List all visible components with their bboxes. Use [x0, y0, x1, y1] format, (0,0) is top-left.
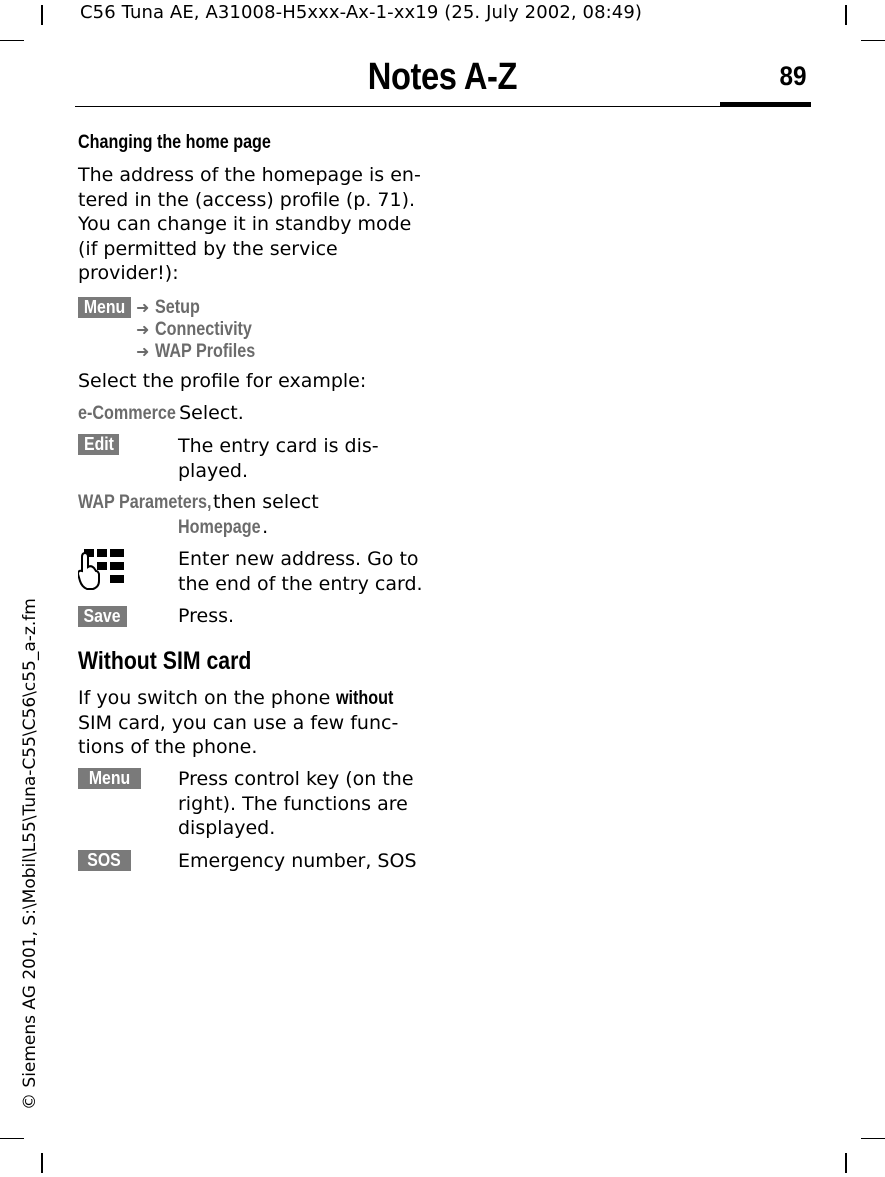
sos-description: Emergency number, SOS — [178, 850, 417, 872]
menu-path-wap-profiles: WAP Profiles — [155, 341, 256, 362]
crop-mark — [0, 1138, 24, 1139]
homepage-item: Homepage — [178, 517, 261, 538]
paragraph-line: If you switch on the phone without — [78, 686, 404, 712]
menu-path-setup: Setup — [155, 297, 201, 318]
menu-description: displayed. — [178, 817, 276, 839]
menu-description: right). The functions are — [178, 792, 408, 815]
crop-mark — [41, 5, 43, 25]
page-number-rule — [720, 102, 811, 107]
paragraph-line: (if permitted by the service — [78, 237, 338, 260]
edit-description: played. — [178, 459, 249, 482]
arrow-right-icon: ➜ — [136, 342, 150, 361]
menu-softkey: Menu — [78, 768, 141, 789]
save-softkey: Save — [78, 606, 127, 627]
crop-mark — [41, 1153, 43, 1173]
document-header-line: C56 Tuna AE, A31008-H5xxx-Ax-1-xx19 (25. July 2002, 08:49) — [80, 2, 643, 23]
crop-mark — [861, 1138, 885, 1139]
side-copyright-note: © Siemens AG 2001, S:\Mobil\L55\Tuna-C55\C56\c55_a-z.fm — [20, 598, 40, 1110]
header-rule — [75, 106, 723, 107]
profile-name: e-Commerce — [78, 403, 176, 424]
section-heading-without-sim: Without SIM card — [78, 647, 252, 675]
wap-parameters-label: WAP Parameters, — [78, 492, 212, 513]
sos-softkey: SOS — [78, 850, 131, 871]
instruction-text: Select the profile for example: — [78, 370, 367, 392]
menu-path-connectivity: Connectivity — [155, 319, 253, 340]
menu-path-step — [136, 339, 273, 365]
keypad-icon — [78, 547, 126, 591]
homepage-line: Homepage. — [178, 515, 268, 541]
crop-mark — [0, 40, 24, 41]
emphasis-without: without — [336, 688, 394, 709]
paragraph-line: provider!): — [78, 262, 179, 284]
page-title: Notes A-Z — [367, 56, 518, 98]
crop-mark — [861, 40, 885, 41]
arrow-right-icon: ➜ — [136, 320, 150, 339]
crop-mark — [845, 1153, 847, 1173]
edit-softkey: Edit — [78, 434, 119, 455]
menu-description: Press control key (on the — [178, 768, 414, 790]
arrow-right-icon: ➜ — [136, 298, 150, 317]
wap-params-line — [78, 490, 319, 516]
section-heading-home-page: Changing the home page — [78, 132, 271, 153]
profile-select-line — [78, 401, 244, 427]
crop-mark — [845, 5, 847, 25]
menu-softkey: Menu — [78, 297, 131, 318]
paragraph-line: tered in the (access) profile (p. 71). — [78, 188, 416, 211]
paragraph-line: You can change it in standby mode — [78, 213, 412, 235]
profile-action: Select. — [179, 402, 244, 424]
keypad-description: the end of the entry card. — [178, 572, 423, 595]
paragraph-line: The address of the homepage is en- — [78, 164, 421, 186]
wap-then-text: then select — [213, 491, 319, 513]
paragraph-line: SIM card, you can use a few func- — [78, 711, 399, 734]
page-number: 89 — [779, 61, 807, 91]
save-description: Press. — [178, 605, 235, 627]
keypad-description: Enter new address. Go to — [178, 548, 419, 570]
edit-description: The entry card is dis- — [178, 435, 379, 457]
paragraph-line: tions of the phone. — [78, 736, 258, 758]
